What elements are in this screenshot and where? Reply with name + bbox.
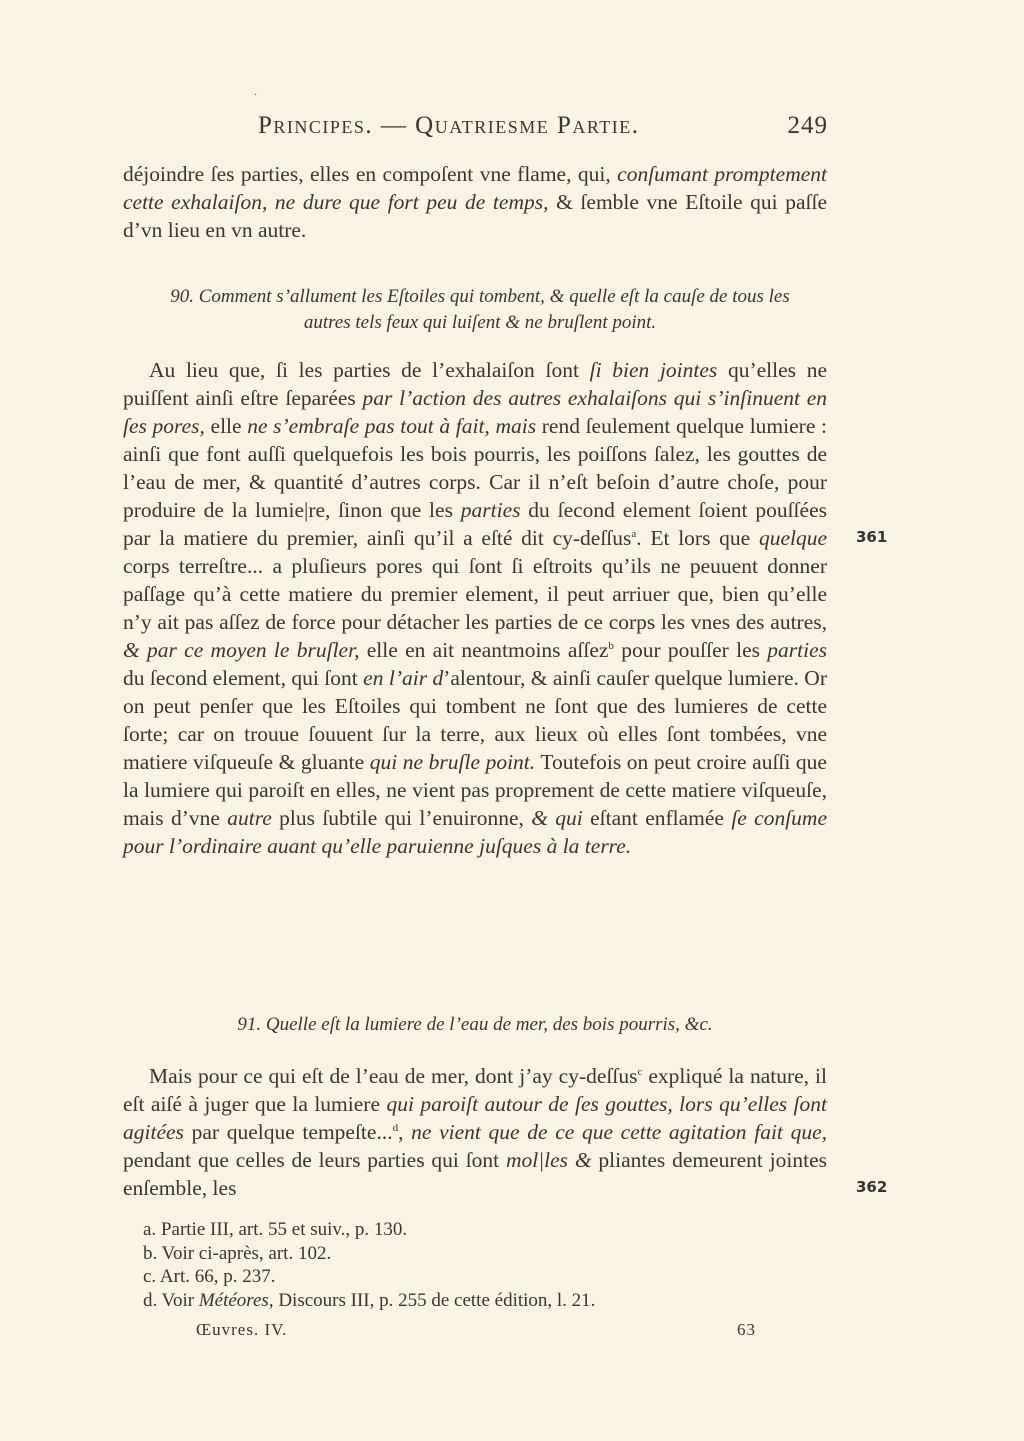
italic-run: ne s’embraſe pas tout à fait, mais (247, 414, 537, 438)
italic-run: en l’air d (363, 666, 444, 690)
text-run: pour pouſſer les (613, 638, 768, 662)
text-run: corps terreſtre... a pluſieurs pores qui ſont ſi eſtroits qu’ils ne peuuent donner paſſage qu’à cette matiere du premier element, il peut arriuer que, bien qu’elle n’y ait pas aſſez de force pour détacher les parties de ce corps les vnes des autres, (123, 554, 827, 634)
margin-line-number: 362 (856, 1178, 888, 1196)
footnote-label: b. (143, 1242, 158, 1264)
italic-run: qui ne bruſle point. (369, 750, 536, 774)
text-run: & ſemble vne Eſtoile qui paſſe d’vn lieu en vn autre. (123, 190, 827, 242)
page-number: 249 (787, 112, 828, 139)
footnote-text: Voir (161, 1289, 199, 1311)
text-run: Au lieu que, ſi les parties de l’exhalaiſon ſont (149, 358, 590, 382)
footnote-ref: b (608, 639, 614, 652)
volume-signature: Œuvres. IV. (196, 1320, 288, 1339)
text-run: par quelque tempeſte... (183, 1120, 393, 1144)
italic-run: autre (227, 806, 272, 830)
footnote (143, 1289, 595, 1313)
footnote-label: a. (143, 1219, 157, 1240)
italic-run: par l’action des autres exhalaiſons qui s’inſinuent en ſes pores, (123, 386, 828, 438)
italic-run: parties (460, 498, 521, 522)
text-run: pliantes demeurent jointes enſemble, les (123, 1148, 827, 1200)
footnote-italic: Météores, (198, 1289, 274, 1311)
text-run: pendant que celles de leurs parties qui ſont (123, 1148, 506, 1172)
footnote-text: Partie III, art. 55 et suiv., p. 130. (160, 1219, 408, 1240)
italic-run: ſe conſume pour l’ordinaire auant qu’elle paruienne juſques à la terre. (123, 806, 827, 858)
text-run: elle (204, 414, 248, 438)
section-90-paragraph (123, 356, 827, 860)
italic-run: & qui (531, 806, 583, 830)
footnote (143, 1265, 595, 1289)
continuation-paragraph (123, 160, 827, 244)
italic-run: parties (767, 638, 827, 662)
section-91-heading: 91. Quelle eſt la lumiere de l’eau de mer, des bois pourris, &c. (237, 1014, 713, 1035)
text-run: , (398, 1120, 412, 1144)
footnote-ref: a (631, 527, 637, 540)
footnote-ref: d (392, 1121, 399, 1134)
text-run: ’alentour, & ainſi cauſer quelque lumiere. Or on peut penſer que les Eſtoiles qui tombent ne ſont que des lumieres de cette ſorte; car on trouue ſouuent ſur la terre, aux lieux où elles ſont tombées, vne matiere viſqueuſe & gluante (123, 666, 827, 774)
text-run: plus ſubtile qui l’enuironne, (271, 806, 532, 830)
printer-signature (196, 1320, 756, 1340)
footnote (143, 1242, 595, 1266)
text-run: déjoindre ſes parties, elles en compoſent vne flame, qui, (123, 162, 618, 186)
text-run: qu’elles ne puiſſent ainſi eſtre ſeparées (123, 358, 827, 410)
footnote-ref: c (637, 1065, 643, 1078)
header-title: Principes. — Quatriesme Partie. (258, 112, 640, 139)
running-header (258, 112, 828, 140)
text-run: Mais pour ce qui eſt de l’eau de mer, dont j’ay cy-deſſus (149, 1064, 638, 1088)
footnote-text: Discours III, p. 255 de cette édition, l. 21. (273, 1289, 596, 1311)
italic-run: conſumant promptement cette exhalaiſon, ne dure que fort peu de temps, (123, 162, 827, 214)
section-90-heading: 90. Comment s’allument les Eſtoiles qui tombent, & quelle eſt la cauſe de tous les autres tels feux qui luiſent & ne bruſlent point. (170, 286, 790, 333)
footnote-label: d. (143, 1289, 158, 1311)
italic-run: ſi bien jointes (589, 358, 718, 382)
footnote-text: Voir ci-après, art. 102. (161, 1242, 332, 1264)
ink-speck: · (254, 90, 258, 101)
footnote (143, 1218, 595, 1242)
gathering-number: 63 (737, 1320, 756, 1339)
text-run: elle en ait neantmoins aſſez (359, 638, 609, 662)
text-run: du ſecond element, qui ſont (123, 666, 364, 690)
italic-run: & par ce moyen le bruſler, (123, 638, 360, 662)
text-run: expliqué la nature, il eſt aiſé à juger que la lumiere (123, 1064, 827, 1116)
margin-line-number: 361 (856, 528, 888, 546)
italic-run: mol|les & (505, 1148, 592, 1172)
footnote-text: Art. 66, p. 237. (159, 1266, 276, 1287)
section-91-paragraph (123, 1062, 827, 1202)
footnotes (143, 1218, 595, 1312)
text-run: . Et lors que (636, 526, 759, 550)
text-run: eſtant enflamée (582, 806, 732, 830)
footnote-label: c. (143, 1266, 157, 1287)
text-run: du ſecond element ſoient pouſſées par la matiere du premier, ainſi qu’il a eſté dit cy-deſſus (123, 498, 827, 550)
text-run: Toutefois on peut croire auſſi que la lumiere qui paroiſt en elles, ne vient pas proprement de cette matiere viſqueuſe, mais d’vne (123, 750, 827, 830)
italic-run: ne vient que de ce que cette agitation fait que, (411, 1120, 827, 1144)
text-run: rend ſeulement quelque lumiere : ainſi que font auſſi quelquefois les bois pourris, les poiſſons ſalez, les gouttes de l’eau de mer, & quantité d’autres corps. Car il n’eſt beſoin d’autre choſe, pour produire de la lumie|re, ſinon que les (123, 414, 827, 522)
italic-run: quelque (758, 526, 827, 550)
italic-run: qui paroiſt autour de ſes gouttes, lors qu’elles ſont agitées (123, 1092, 827, 1144)
